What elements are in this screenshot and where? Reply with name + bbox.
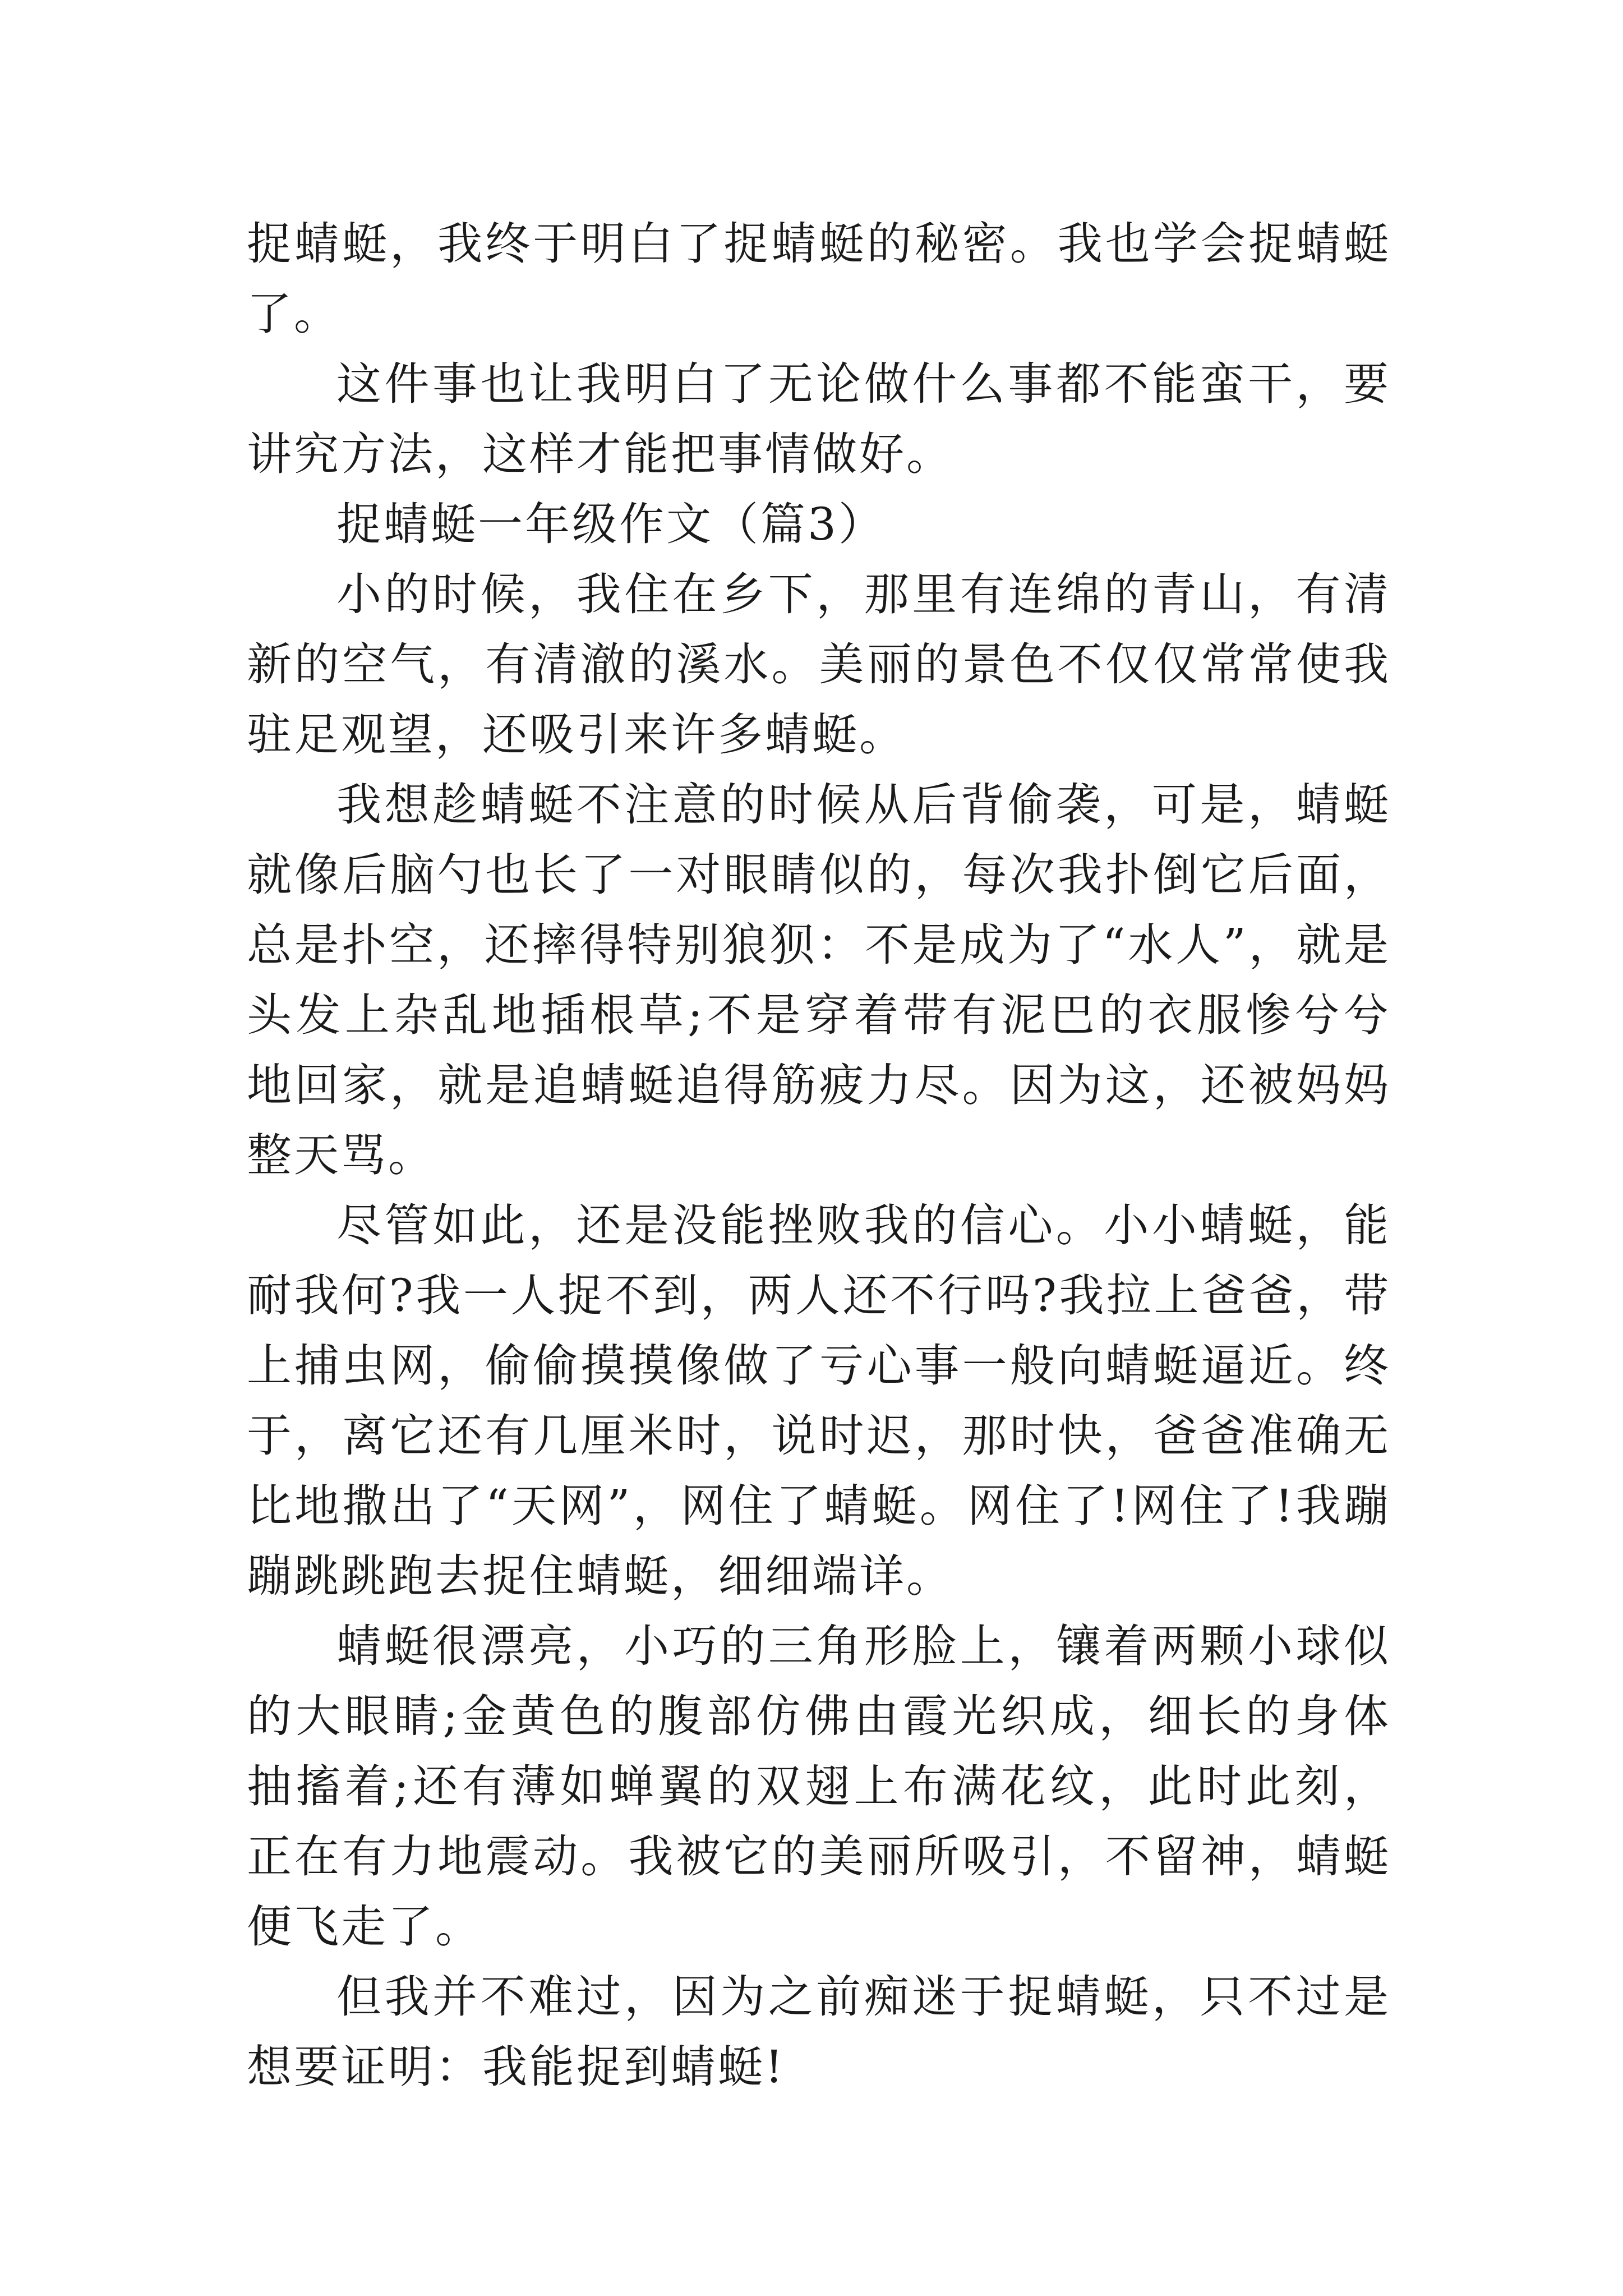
paragraph-5: 尽管如此，还是没能挫败我的信心。小小蜻蜓，能耐我何?我一人捉不到，两人还不行吗?我拉上爸爸，带上捕虫网，偷偷摸摸像做了亏心事一般向蜻蜓逼近。终于，离它还有几厘米时，说时迟，那时快，爸爸准确无比地撒出了“天网”，网住了蜻蜓。网住了!网住了!我蹦蹦跳跳跑去捉住蜻蜓，细细端详。 bbox=[247, 1199, 1391, 1602]
paragraph-3: 小的时候，我住在乡下，那里有连绵的青山，有清新的空气，有清澈的溪水。美丽的景色不仅仅常常使我驻足观望，还吸引来许多蜻蜓。 bbox=[247, 568, 1391, 761]
paragraph-7: 但我并不难过，因为之前痴迷于捉蜻蜓，只不过是想要证明：我能捉到蜻蜓! bbox=[247, 1971, 1391, 2093]
section-heading: 捉蜻蜓一年级作文（篇3） bbox=[336, 498, 886, 550]
paragraph-1: 捉蜻蜓，我终于明白了捉蜻蜓的秘密。我也学会捉蜻蜓了。 bbox=[247, 218, 1391, 340]
paragraph-4: 我想趁蜻蜓不注意的时候从后背偷袭，可是，蜻蜓就像后脑勺也长了一对眼睛似的，每次我扑倒它后面，总是扑空，还摔得特别狼狈：不是成为了“水人”，就是头发上杂乱地插根草;不是穿着带有泥巴的衣服惨兮兮地回家，就是追蜻蜓追得筋疲力尽。因为这，还被妈妈整天骂。 bbox=[247, 779, 1391, 1181]
paragraph-2: 这件事也让我明白了无论做什么事都不能蛮干，要讲究方法，这样才能把事情做好。 bbox=[247, 358, 1391, 480]
paragraph-6: 蜻蜓很漂亮，小巧的三角形脸上，镶着两颗小球似的大眼睛;金黄色的腹部仿佛由霞光织成，细长的身体抽搐着;还有薄如蝉翼的双翅上布满花纹，此时此刻，正在有力地震动。我被它的美丽所吸引，不留神，蜻蜓便飞走了。 bbox=[247, 1620, 1391, 1953]
document-body bbox=[247, 209, 1391, 2102]
